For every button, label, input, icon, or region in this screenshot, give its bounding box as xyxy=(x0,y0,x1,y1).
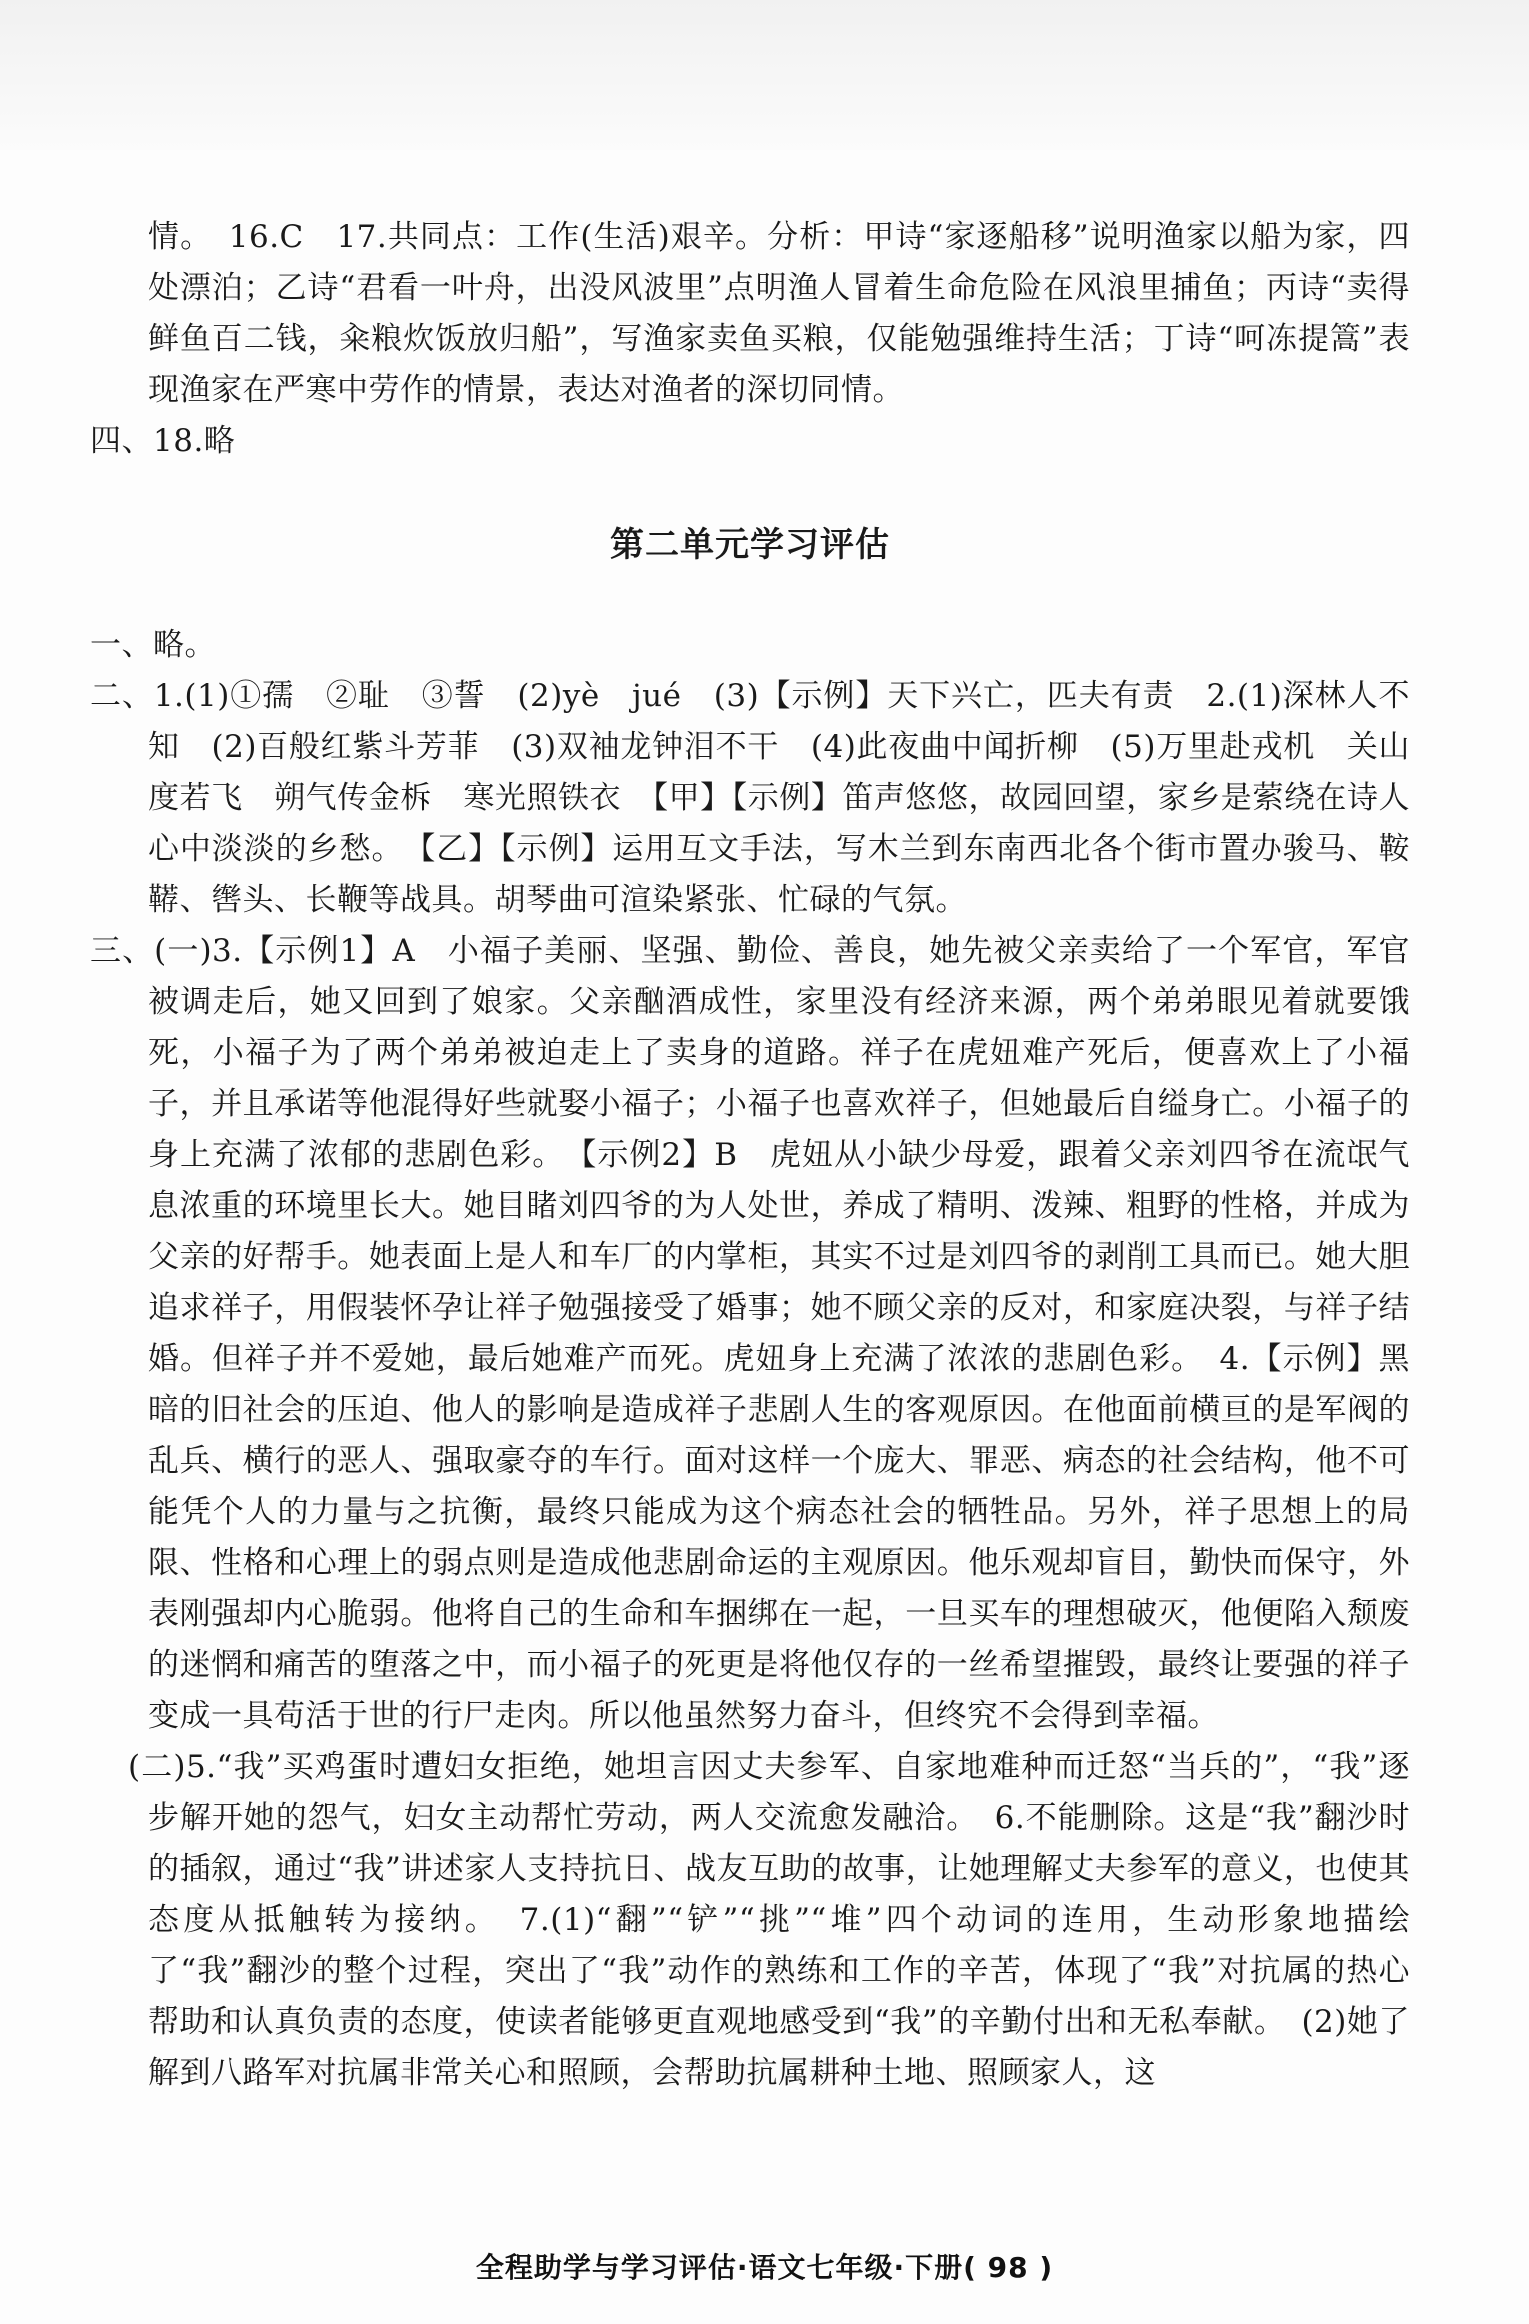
part-one-answer: 一、略。 xyxy=(90,627,216,663)
section-four-answer: 四、18.略 xyxy=(90,423,236,459)
part-three-reading-two: (二)5.“我”买鸡蛋时遭妇女拒绝，她坦言因丈夫参军、自家地难种而迁怒“当兵的”，“我”逐步解开她的怨气，妇女主动帮忙劳动，两人交流愈发融洽。 6.不能删除。这是“我”翻沙时的插叙，通过“我”讲述家人支持抗日、战友互助的故事，让她理解丈夫参军的意义，也使其态度从抵触转为接纳。 7.(1)“翻”“铲”“挑”“堆”四个动词的连用，生动形象地描绘了“我”翻沙的整个过程，突出了“我”动作的熟练和工作的辛苦，体现了“我”对抗属的热心帮助和认真负责的态度，使读者能够更直观地感受到“我”的辛勤付出和无私奉献。 (2)她了解到八路军对抗属非常关心和照顾，会帮助抗属耕种土地、照顾家人，这 xyxy=(128,1749,1410,2091)
footer-paren-close: ) xyxy=(1039,2251,1054,2284)
continued-answer-paragraph: 情。 16.C 17.共同点：工作(生活)艰辛。分析：甲诗“家逐船移”说明渔家以船为家，四处漂泊；乙诗“君看一叶舟，出没风波里”点明渔人冒着生命危险在风浪里捕鱼；丙诗“卖得鲜鱼百二钱，籴粮炊饭放归船”，写渔家卖鱼买粮，仅能勉强维持生活；丁诗“呵冻提篙”表现渔家在严寒中劳作的情景，表达对渔者的深切同情。 xyxy=(148,219,1410,408)
part-two-answer: 二、1.(1)①孺 ②耻 ③誓 (2)yè jué (3)【示例】天下兴亡，匹夫有责 2.(1)深林人不知 (2)百般红紫斗芳菲 (3)双袖龙钟泪不干 (4)此夜曲中闻折柳 (5)万里赴戎机 关山度若飞 朔气传金柝 寒光照铁衣 【甲】【示例】笛声悠悠，故园回望，家乡是萦绕在诗人心中淡淡的乡愁。 【乙】【示例】运用互文手法，写木兰到东南西北各个街市置办骏马、鞍鞯、辔头、长鞭等战具。胡琴曲可渲染紧张、忙碌的气氛。 xyxy=(90,678,1410,918)
page-content xyxy=(90,212,1410,2099)
scan-shadow-band xyxy=(0,0,1529,150)
part-three-reading-one: 三、(一)3.【示例1】A 小福子美丽、坚强、勤俭、善良，她先被父亲卖给了一个军官，军官被调走后，她又回到了娘家。父亲酗酒成性，家里没有经济来源，两个弟弟眼见着就要饿死，小福子为了两个弟弟被迫走上了卖身的道路。祥子在虎妞难产死后，便喜欢上了小福子，并且承诺等他混得好些就娶小福子；小福子也喜欢祥子，但她最后自缢身亡。小福子的身上充满了浓郁的悲剧色彩。 【示例2】B 虎妞从小缺少母爱，跟着父亲刘四爷在流氓气息浓重的环境里长大。她目睹刘四爷的为人处世，养成了精明、泼辣、粗野的性格，并成为父亲的好帮手。她表面上是人和车厂的内掌柜，其实不过是刘四爷的剥削工具而已。她大胆追求祥子，用假装怀孕让祥子勉强接受了婚事；她不顾父亲的反对，和家庭决裂，与祥子结婚。但祥子并不爱她，最后她难产而死。虎妞身上充满了浓浓的悲剧色彩。 4.【示例】黑暗的旧社会的压迫、他人的影响是造成祥子悲剧人生的客观原因。在他面前横亘的是军阀的乱兵、横行的恶人、强取豪夺的车行。面对这样一个庞大、罪恶、病态的社会结构，他不可能凭个人的力量与之抗衡，最终只能成为这个病态社会的牺牲品。另外，祥子思想上的局限、性格和心理上的弱点则是造成他悲剧命运的主观原因。他乐观却盲目，勤快而保守，外表刚强却内心脆弱。他将自己的生命和车捆绑在一起，一旦买车的理想破灭，他便陷入颓废的迷惘和痛苦的堕落之中，而小福子的死更是将他仅存的一丝希望摧毁，最终让要强的祥子变成一具苟活于世的行尸走肉。所以他虽然努力奋斗，但终究不会得到幸福。 xyxy=(90,933,1410,1734)
section-title: 第二单元学习评估 xyxy=(610,525,890,565)
page-footer xyxy=(0,2246,1529,2286)
page-number: 98 xyxy=(987,2251,1029,2284)
footer-book-title: 全程助学与学习评估·语文七年级·下册( xyxy=(475,2251,977,2284)
